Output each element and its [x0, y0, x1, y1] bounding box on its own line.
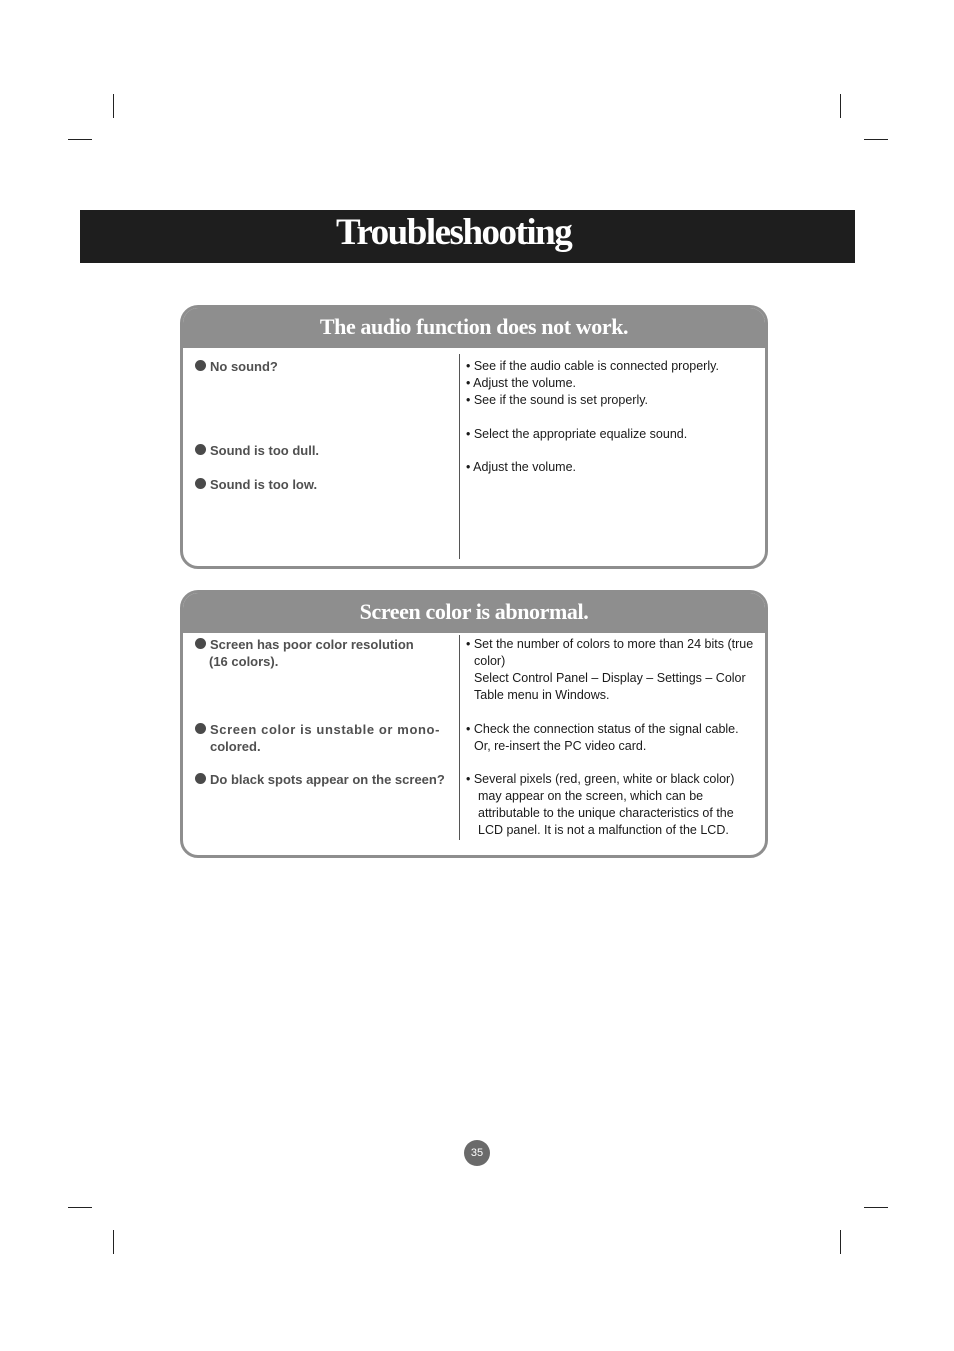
bullet-icon: [195, 773, 206, 784]
audio-panel: The audio function does not work. No sound? Sound is too dull. Sound is too low. • See if the audio cable is connected properly. • Adjust the volume. • See if the sound is set properly. • Select the appropriate equalize sound. • Adjust the volume.: [180, 305, 768, 569]
audio-panel-heading: The audio function does not work.: [183, 308, 765, 348]
page-title: Troubleshooting: [336, 212, 572, 253]
solution-no-sound: • See if the audio cable is connected properly. • Adjust the volume. • See if the sound is set properly.: [466, 359, 719, 407]
crop-mark: [864, 139, 888, 140]
bullet-icon: [195, 723, 206, 734]
solution-sound-too-low: • Adjust the volume.: [466, 460, 576, 474]
page-number: 35: [464, 1140, 490, 1166]
crop-mark: [864, 1207, 888, 1208]
crop-mark: [113, 1230, 114, 1254]
crop-mark: [840, 1230, 841, 1254]
solution-poor-color-resolution: • Set the number of colors to more than 24 bits (true color) Select Control Panel – Display – Settings – Color Table menu in Windows.: [466, 637, 754, 702]
crop-mark: [113, 94, 114, 118]
bullet-icon: [195, 360, 206, 371]
solution-sound-too-dull: • Select the appropriate equalize sound.: [466, 427, 688, 441]
crop-mark: [68, 1207, 92, 1208]
crop-mark: [68, 139, 92, 140]
bullet-icon: [195, 444, 206, 455]
solution-black-spots: • Several pixels (red, green, white or black color) may appear on the screen, which can be attributable to the unique characteristics of the LCD panel. It is not a malfunction of the LCD.: [466, 772, 735, 837]
column-divider: [459, 635, 460, 840]
bullet-icon: [195, 478, 206, 489]
screen-color-panel-heading: Screen color is abnormal.: [183, 593, 765, 633]
screen-color-panel: Screen color is abnormal. Screen has poor color resolution (16 colors). Screen color is unstable or mono- colored. Do black spots appear on the screen? • Set the number of colors to more than 24 bits (true color) Select Control Panel – Display – Settings – Color Table menu in Windows. • Check the connection status of the signal cable. Or, re-insert the PC video card. • Several pixels (red, green, white or black color) may appear on the screen, which can be attributable to the unique characteristics of the LCD panel. It is not a malfunction of the LCD.: [180, 590, 768, 858]
bullet-icon: [195, 638, 206, 649]
column-divider: [459, 354, 460, 559]
crop-mark: [840, 94, 841, 118]
solution-color-unstable: • Check the connection status of the signal cable. Or, re-insert the PC video card.: [466, 722, 739, 753]
